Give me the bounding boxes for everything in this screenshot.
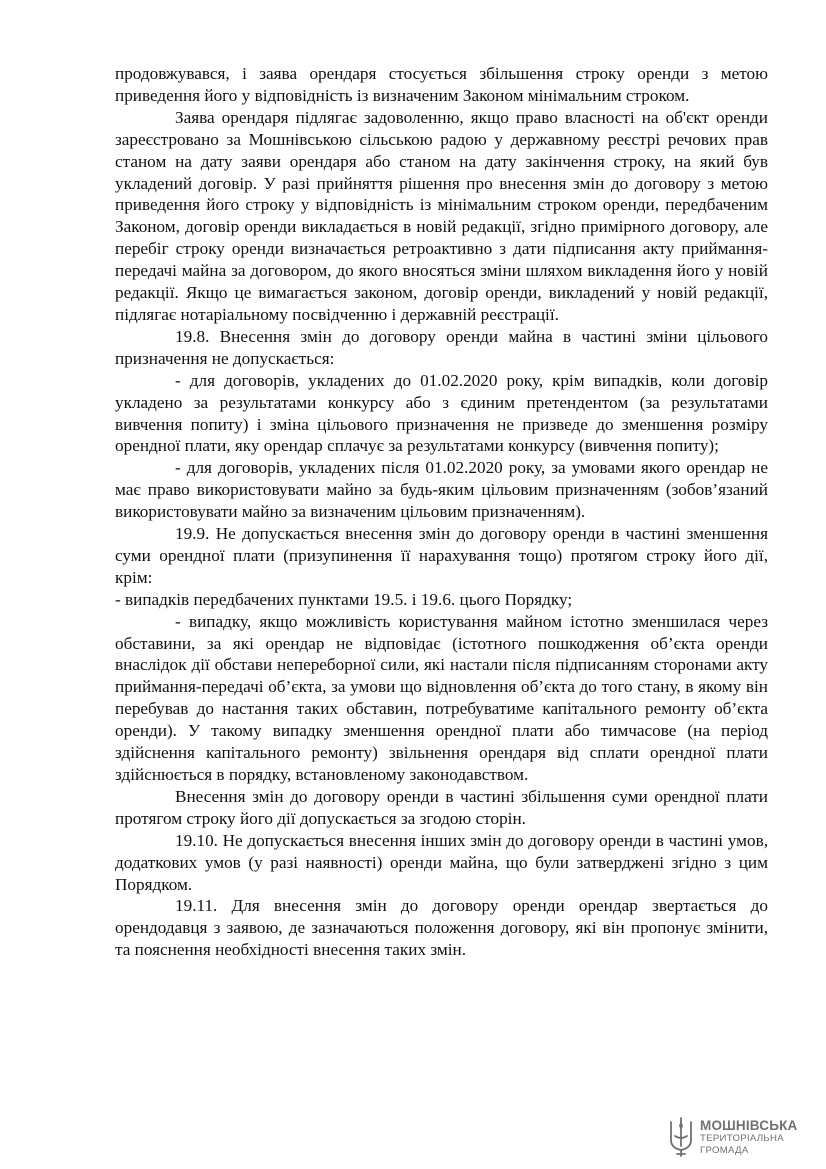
paragraph-rent-increase: Внесення змін до договору оренди в частині збільшення суми орендної плати протягом строку його дії допускається за згодою сторін. — [115, 786, 768, 828]
paragraph-19-8: 19.8. Внесення змін до договору оренди майна в частині зміни цільового призначення не допускається: — [115, 326, 768, 368]
paragraph-19-9-item-1: - випадків передбачених пунктами 19.5. і 19.6. цього Порядку; — [115, 589, 573, 609]
paragraph-continuation: продовжувався, і заява орендаря стосується збільшення строку оренди з метою приведення його у відповідність із визначеним Законом мінімальним строком. — [115, 64, 768, 105]
logo-line-2: ТЕРИТОРІАЛЬНА — [700, 1133, 784, 1145]
paragraph-19-8-item-2: - для договорів, укладених після 01.02.2020 року, за умовами якого орендар не має право використовувати майно за будь-яким цільовим призначенням (зобов’язаний використовувати майно за визначеним цільовим призначенням). — [115, 458, 768, 522]
document-body — [115, 63, 768, 961]
logo-line-3: ГРОМАДА — [700, 1144, 749, 1156]
paragraph-application-satisfaction: Заява орендаря підлягає задоволенню, якщо право власності на об'єкт оренди зареєстровано за Мошнівською сільською радою у державному реєстрі речових прав станом на дату заяви орендаря або станом на дату закінчення строку, на який був укладений договір. У разі прийняття рішення про внесення змін до договору з метою приведення його строку у відповідність із мінімальним строком оренди, передбаченим Законом, договір оренди викладається в новій редакції, згідно примірного договору, але перебіг строку оренди визначається ретроактивно з дати підписання акту приймання-передачі майна за договором, до якого вносяться зміни шляхом викладення його у новій редакції. Якщо це вимагається законом, договір оренди, викладений у новій редакції, підлягає нотаріальному посвідченню і державній реєстрації. — [115, 107, 768, 324]
logo-text — [700, 1119, 798, 1156]
paragraph-19-11: 19.11. Для внесення змін до договору оренди орендар звертається до орендодавця з заявою, де зазначаються положення договору, які він пропонує змінити, та пояснення необхідності внесення таких змін. — [115, 896, 768, 960]
paragraph-19-10: 19.10. Не допускається внесення інших змін до договору оренди в частині умов, додаткових умов (у разі наявності) оренди майна, що були затверджені згідно з цим Порядком. — [115, 830, 768, 894]
paragraph-19-9-item-2: - випадку, якщо можливість користування майном істотно зменшилася через обставини, за які орендар не відповідає (істотного пошкодження об’єкта оренди внаслідок дії обстави непереборної сили, які настали після підписанням сторонами акту приймання-передачі об’єкта, за умови що відновлення об’єкта до того стану, в якому він перебував до настання таких обставин, потребуватиме капітального ремонту об’єкта оренди). У такому випадку зменшення орендної плати або тимчасове (на період здійснення капітального ремонту) звільнення орендаря від сплати орендної плати здійснюється в порядку, встановленому законодавством. — [115, 611, 768, 784]
paragraph-19-8-item-1: - для договорів, укладених до 01.02.2020 року, крім випадків, коли договір укладено за результатами конкурсу або з єдиним претендентом (за результатами вивчення попиту) і зміна цільового призначення не призведе до зменшення розміру орендної плати, яку орендар сплачує за результатами конкурсу (вивчення попиту); — [115, 370, 768, 456]
trident-icon — [668, 1116, 694, 1158]
community-logo — [668, 1115, 813, 1159]
logo-line-1: МОШНІВСЬКА — [700, 1117, 798, 1133]
paragraph-19-9: 19.9. Не допускається внесення змін до договору оренди в частині зменшення суми орендної плати (призупинення її нарахування тощо) протягом строку його дії, крім: — [115, 524, 768, 587]
